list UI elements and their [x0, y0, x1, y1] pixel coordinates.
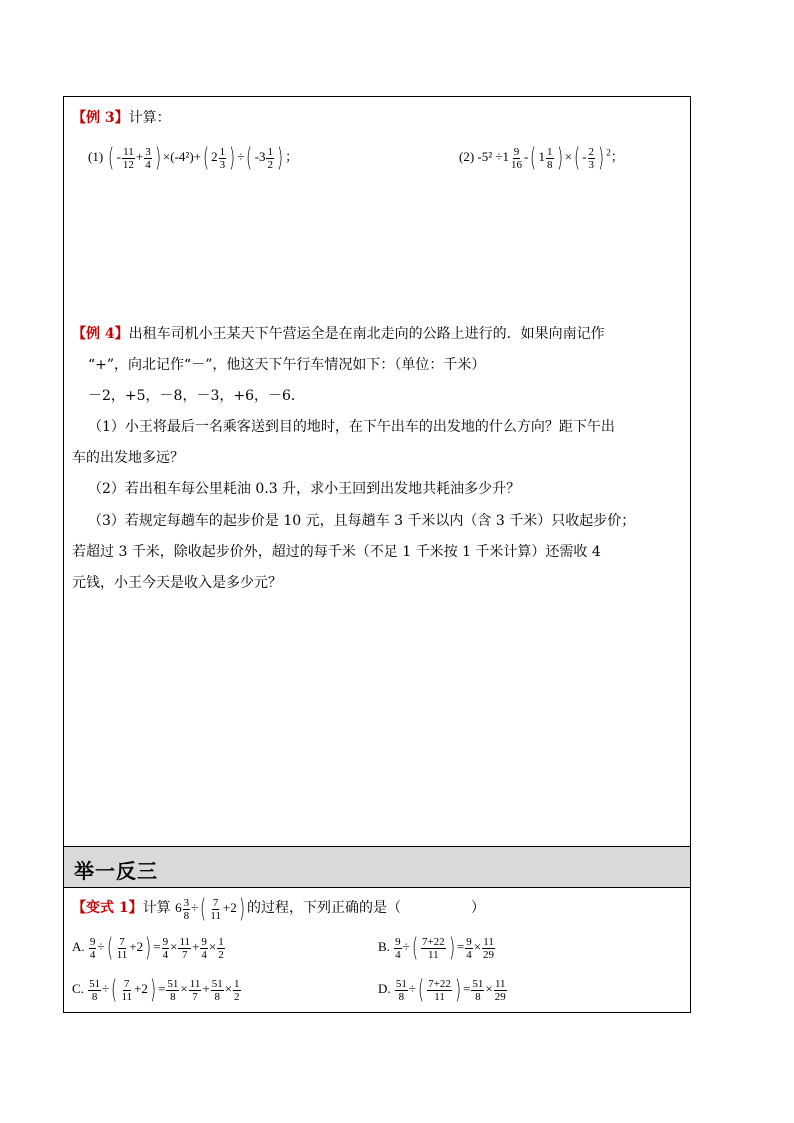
example4-line-2: “+”，向北记作“－”，他这天下午行车情况如下：（单位：千米） [88, 357, 486, 373]
example4-line-5: 车的出发地多远？ [72, 450, 184, 466]
section-title: 举一反三 [74, 859, 158, 883]
example3-problem-1: (1) ( - $\frac{11}{12}$ + $\frac{3}{4}$ ) ×(-4²)+( 2 $\frac{1}{3}$ ) ÷( -3 $\frac{1}{2}$ ) ； [88, 143, 299, 173]
variant1-question: 【变式 1】计算 6 $\frac{3}{8}$ ÷( $\frac{7}{11}$ +2) 的过程，下列正确的是（ ） [72, 894, 485, 924]
problem-label: (1) [88, 148, 104, 164]
example4-tag: 【例 4】 [72, 326, 129, 342]
example4-line-8: 若超过 3 千米，除收起步价外，超过的每千米（不足 1 千米按 1 千米计算）还需收 4 [72, 544, 601, 560]
option-c-label: C. [72, 980, 84, 996]
variant1-tag: 【变式 1】 [72, 899, 143, 916]
example4-line-6: （2）若出租车每公里耗油 0.3 升，求小王回到出发地共耗油多少升？ [88, 481, 521, 497]
option-a-label: A. [72, 938, 85, 954]
example4-line-1: 【例 4】出租车司机小王某天下午营运全是在南北走向的公路上进行的．如果向南记作 [72, 326, 605, 342]
option-a[interactable]: A. $\frac{9}{4}$ ÷( $\frac{7}{11}$ +2) = $\frac{9}{4}$ × $\frac{11}{7}$ + $\frac{9}{4}$ × $\frac{1}{2}$ [72, 933, 224, 963]
example4-line-4: （1）小王将最后一名乘客送到目的地时，在下午出车的出发地的什么方向？距下午出 [88, 419, 615, 435]
example4-line-9: 元钱，小王今天是收入是多少元？ [72, 575, 282, 591]
option-b-label: B. [378, 938, 390, 954]
example3-heading [72, 107, 171, 127]
option-c[interactable]: C. $\frac{51}{8}$ ÷( $\frac{7}{11}$ +2) = $\frac{51}{8}$ × $\frac{11}{7}$ + $\frac{51}{8}$ × $\frac{1}{2}$ [72, 975, 240, 1005]
problem-label: (2) [459, 148, 475, 164]
example4-line-7: （3）若规定每趟车的起步价是 10 元，且每趟车 3 千米以内（含 3 千米）只收起步价； [88, 513, 636, 529]
option-b[interactable]: B. $\frac{9}{4}$ ÷( $\frac{7+22}{11}$ ) = $\frac{9}{4}$ × $\frac{11}{29}$ [378, 933, 495, 963]
worksheet-frame [63, 96, 691, 1013]
example4-line-3: －2，+5，－8，－3，+6，－6． [88, 388, 305, 404]
option-d-label: D. [378, 980, 391, 996]
option-d[interactable]: D. $\frac{51}{8}$ ÷( $\frac{7+22}{11}$ ) = $\frac{51}{8}$ × $\frac{11}{29}$ [378, 975, 506, 1005]
example3-problem-2: (2) -5² ÷1 $\frac{9}{16}$ -( 1 $\frac{1}{8}$ ) ×( - $\frac{2}{3}$ ) $^2$； [459, 143, 624, 173]
example3-title: 计算： [128, 110, 171, 126]
example3-tag: 【例 3】 [72, 110, 129, 126]
section-band [64, 846, 690, 888]
